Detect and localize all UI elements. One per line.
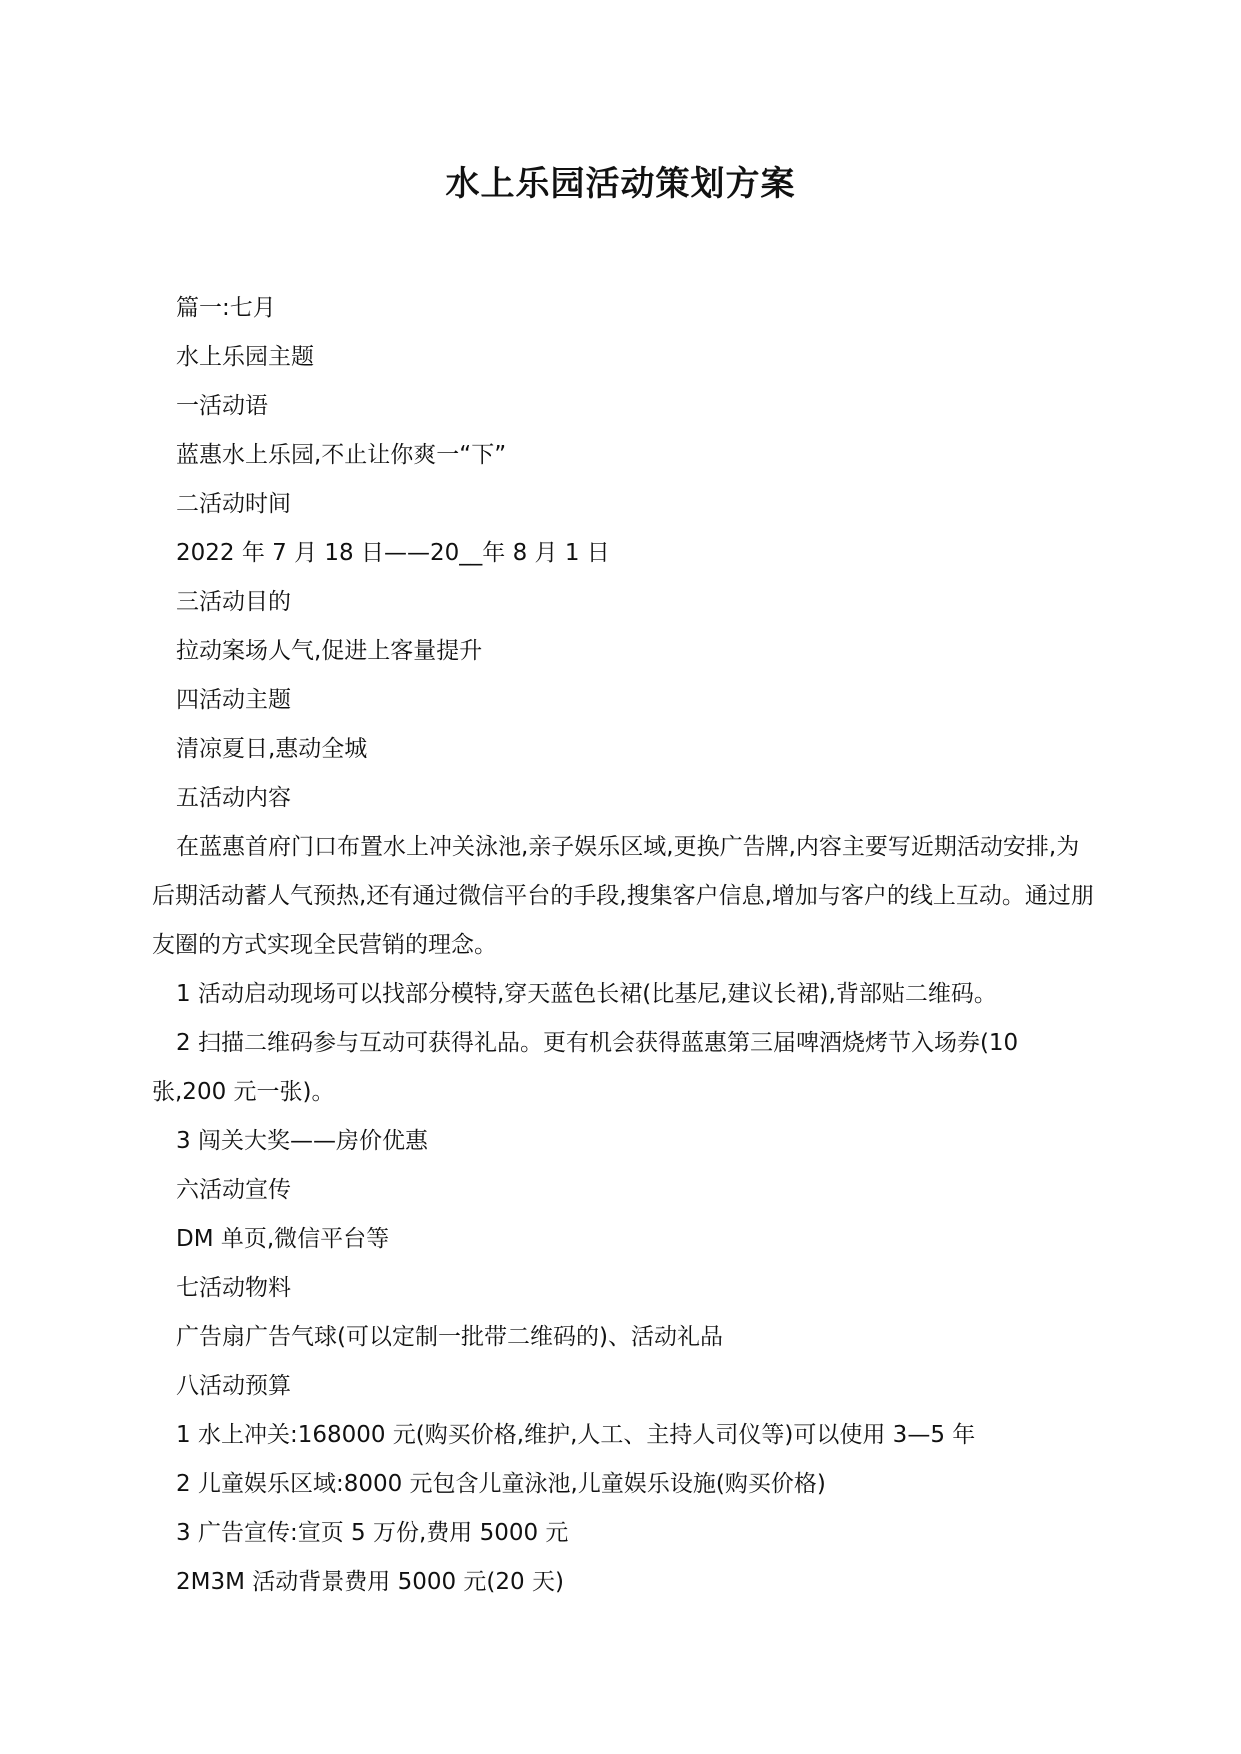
paragraph: 1 活动启动现场可以找部分模特,穿天蓝色长裙(比基尼,建议长裙),背部贴二维码。 bbox=[176, 981, 997, 1007]
paragraph: 水上乐园主题 bbox=[176, 344, 314, 370]
paragraph: 八活动预算 bbox=[176, 1373, 291, 1399]
paragraph: DM 单页,微信平台等 bbox=[176, 1226, 390, 1252]
paragraph: 二活动时间 bbox=[176, 491, 291, 517]
document-title: 水上乐园活动策划方案 bbox=[445, 164, 796, 204]
paragraph: 清凉夏日,惠动全城 bbox=[176, 736, 368, 762]
paragraph: 拉动案场人气,促进上客量提升 bbox=[176, 638, 483, 664]
paragraph: 篇一:七月 bbox=[176, 295, 276, 321]
paragraph: 在蓝惠首府门口布置水上冲关泳池,亲子娱乐区域,更换广告牌,内容主要写近期活动安排,为后期活动蓄人气预热,还有通过微信平台的手段,搜集客户信息,增加与客户的线上互动。通过朋友圈的方式实现全民营销的理念。 bbox=[152, 834, 1094, 958]
paragraph: 四活动主题 bbox=[176, 687, 291, 713]
paragraph: 三活动目的 bbox=[176, 589, 291, 615]
paragraph: 2022 年 7 月 18 日——20__年 8 月 1 日 bbox=[176, 540, 610, 566]
paragraph: 3 闯关大奖——房价优惠 bbox=[176, 1128, 428, 1154]
paragraph: 蓝惠水上乐园,不止让你爽一“下” bbox=[176, 442, 507, 468]
paragraph: 2M3M 活动背景费用 5000 元(20 天) bbox=[176, 1569, 564, 1595]
paragraph: 六活动宣传 bbox=[176, 1177, 291, 1203]
paragraph: 1 水上冲关:168000 元(购买价格,维护,人工、主持人司仪等)可以使用 3—5 年 bbox=[176, 1422, 976, 1448]
document-body bbox=[152, 284, 1096, 1607]
paragraph: 2 儿童娱乐区域:8000 元包含儿童泳池,儿童娱乐设施(购买价格) bbox=[176, 1471, 826, 1497]
paragraph: 3 广告宣传:宣页 5 万份,费用 5000 元 bbox=[176, 1520, 569, 1546]
paragraph: 2 扫描二维码参与互动可获得礼品。更有机会获得蓝惠第三届啤酒烧烤节入场券(10 张,200 元一张)。 bbox=[152, 1030, 1019, 1105]
paragraph: 一活动语 bbox=[176, 393, 268, 419]
paragraph: 广告扇广告气球(可以定制一批带二维码的)、活动礼品 bbox=[176, 1324, 723, 1350]
paragraph: 五活动内容 bbox=[176, 785, 291, 811]
paragraph: 七活动物料 bbox=[176, 1275, 291, 1301]
